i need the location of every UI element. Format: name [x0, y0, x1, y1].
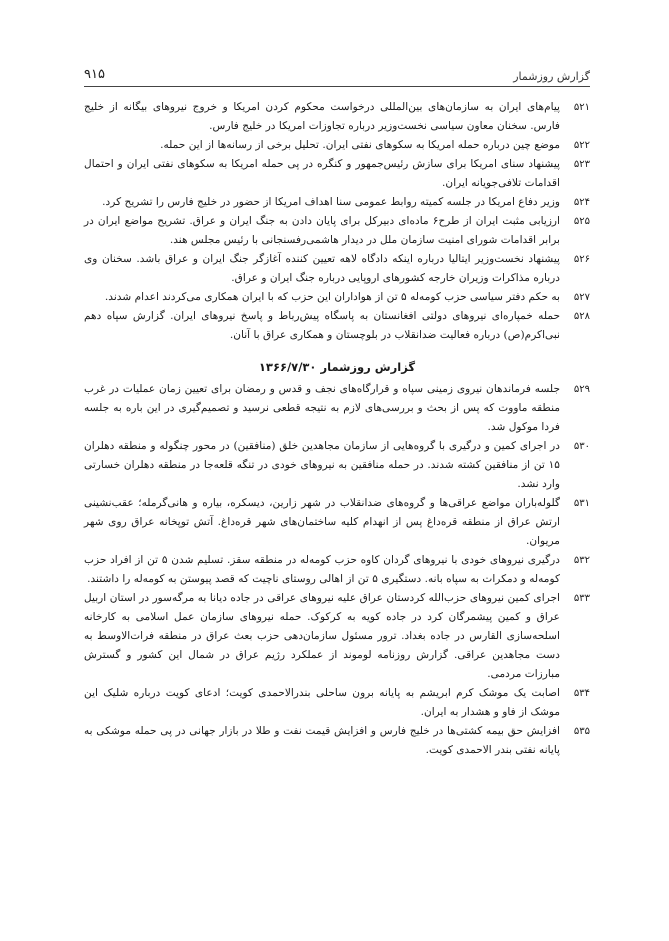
- entry-item: [84, 307, 590, 345]
- entry-item: [84, 136, 590, 155]
- entry-text: اجرای کمین نیروهای حزب‌الله کردستان عراق علیه نیروهای عراقی در جاده دیانا به مرگه‌سور در استان اربیل عراق و کمین پیشمرگان کرد در جاده کویه به کرکوک. حمله نیروهای سازمان عمل اسلامی به کارخانه اسلحه‌سازی القارس در جاده بغداد. ترور مسئول سازمان‌دهی حزب بعث عراق در منطقه فرات‌الاوسط به دست مجاهدین عراقی. گزارش روزنامه لوموند از عملکرد رژیم عراق در شمال این کشور و گسترش مبارزات مردمی.: [84, 592, 560, 680]
- entry-number: ۵۲۴: [573, 197, 590, 208]
- entry-number: ۵۲۸: [573, 311, 590, 322]
- section-heading: گزارش روزشمار ۱۳۶۶/۷/۳۰: [258, 360, 416, 374]
- entry-text: درگیری نیروهای خودی با نیروهای گردان کاوه حزب کومه‌له در منطقه سقز. تسلیم شدن ۵ تن از افراد حزب کومه‌له و دمکرات به سپاه بانه. دستگیری ۵ تن از اهالی روستای ناچیت که قصد پیوستن به کومه‌له را داشتند.: [84, 554, 560, 585]
- page-number: ۹۱۵: [84, 67, 105, 82]
- entry-number: ۵۲۱: [573, 102, 590, 113]
- entry-number: ۵۳۴: [573, 688, 590, 699]
- entry-number: ۵۲۲: [573, 140, 590, 151]
- entry-item: [84, 155, 590, 193]
- entry-text: وزیر دفاع امریکا در جلسه کمیته روابط عمومی سنا اهداف امریکا از حضور در خلیج فارس را تشریح کرد.: [102, 196, 560, 208]
- entry-text: گلوله‌باران مواضع عراقی‌ها و گروه‌های ضدانقلاب در شهر زارین، دیسکره، بیاره و هانی‌گرمله؛ عقب‌نشینی ارتش عراق از منطقه قره‌داغ پس از انهدام کلیه ساختمان‌های شهر قره‌داغ. آتش توپخانه عراق روی شهر مریوان.: [84, 497, 560, 547]
- entry-number: ۵۳۵: [573, 726, 590, 737]
- entry-item: [84, 722, 590, 760]
- entry-number: ۵۲۷: [573, 292, 590, 303]
- entry-item: [84, 193, 590, 212]
- entry-text: موضع چین درباره حمله امریکا به سکوهای نفتی ایران. تحلیل برخی از رسانه‌ها از این حمله.: [160, 139, 560, 151]
- entry-item: [84, 288, 590, 307]
- page-body: [84, 98, 590, 760]
- entry-number: ۵۲۳: [573, 159, 590, 170]
- entry-text: پیشنهاد نخست‌وزیر ایتالیا درباره اینکه دادگاه لاهه تعیین کننده آغازگر جنگ ایران و عراق باشد. سخنان وی درباره مذاکرات وزیران خارجه کشورهای اروپایی درباره جنگ ایران و عراق.: [84, 253, 560, 284]
- page-header: [84, 58, 590, 88]
- entry-item: [84, 494, 590, 551]
- entry-number: ۵۳۲: [573, 555, 590, 566]
- entry-text: ارزیابی مثبت ایران از طرح۶ ماده‌ای دبیرکل برای پایان دادن به جنگ ایران و عراق. تشریح مواضع ایران در برابر اقدامات شورای امنیت سازمان ملل در دیدار هاشمی‌رفسنجانی با رئیس مجلس هند.: [84, 215, 560, 246]
- entries-list-after: [84, 380, 590, 760]
- entry-item: [84, 551, 590, 589]
- entry-text: افزایش حق بیمه کشتی‌ها در خلیج فارس و افزایش قیمت نفت و طلا در بازار جهانی در پی حمله موشکی به پایانه نفتی بندر الاحمدی کویت.: [84, 725, 560, 756]
- entry-text: پیام‌های ایران به سازمان‌های بین‌المللی درخواست محکوم کردن امریکا و خروج نیروهای بیگانه از خلیج فارس. سخنان معاون سیاسی نخست‌وزیر درباره تجاوزات امریکا در خلیج فارس.: [84, 101, 560, 132]
- entry-number: ۵۲۹: [573, 384, 590, 395]
- entry-number: ۵۳۱: [573, 498, 590, 509]
- running-header-title: گزارش روزشمار: [513, 70, 590, 83]
- entries-list-before: [84, 98, 590, 345]
- entry-text: حمله خمپاره‌ای نیروهای دولتی افغانستان به پاسگاه پیش‌رباط و پاسخ نیروهای ایران. گزارش سپاه دهم نبی‌اکرم(ص) درباره فعالیت ضدانقلاب در بلوچستان و همکاری عراق با آنان.: [84, 310, 560, 341]
- header-divider: [84, 86, 590, 87]
- entry-item: [84, 98, 590, 136]
- entry-item: [84, 684, 590, 722]
- entry-number: ۵۳۳: [573, 593, 590, 604]
- entry-text: پیشنهاد سنای امریکا برای سازش رئیس‌جمهور و کنگره در پی حمله امریکا به سکوهای نفتی ایران و احتمال اقدامات تلافی‌جویانه ایران.: [84, 158, 560, 189]
- entry-number: ۵۲۶: [573, 254, 590, 265]
- entry-item: [84, 212, 590, 250]
- entry-text: به حکم دفتر سیاسی حزب کومه‌له ۵ تن از هواداران این حزب که با ایران همکاری می‌کردند اعدام شدند.: [104, 291, 560, 303]
- entry-item: [84, 380, 590, 437]
- entry-text: اصابت یک موشک کرم ابریشم به پایانه برون ساحلی بندرالاحمدی کویت؛ ادعای کویت درباره شلیک این موشک از فاو و هشدار به ایران.: [84, 687, 560, 718]
- entry-number: ۵۲۵: [573, 216, 590, 227]
- entry-item: [84, 589, 590, 684]
- entry-text: جلسه فرماندهان نیروی زمینی سپاه و قرارگاه‌های نجف و قدس و رمضان برای تعیین زمان عملیات در غرب منطقه ماووت که پس از بحث و بررسی‌های لازم به نتیجه قطعی نرسید و تصمیم‌گیری در این باره به جلسه فردا موکول شد.: [84, 383, 560, 433]
- entry-text: در اجرای کمین و درگیری با گروه‌هایی از سازمان مجاهدین خلق (منافقین) در محور چنگوله و منطقه دهلران ۱۵ تن از منافقین کشته شدند. در حمله منافقین به نیروهای خودی در تنگه قلعه‌جا در منطقه دهلران خسارتی وارد نشد.: [84, 440, 560, 490]
- entry-item: [84, 437, 590, 494]
- entry-item: [84, 250, 590, 288]
- entry-number: ۵۳۰: [573, 441, 590, 452]
